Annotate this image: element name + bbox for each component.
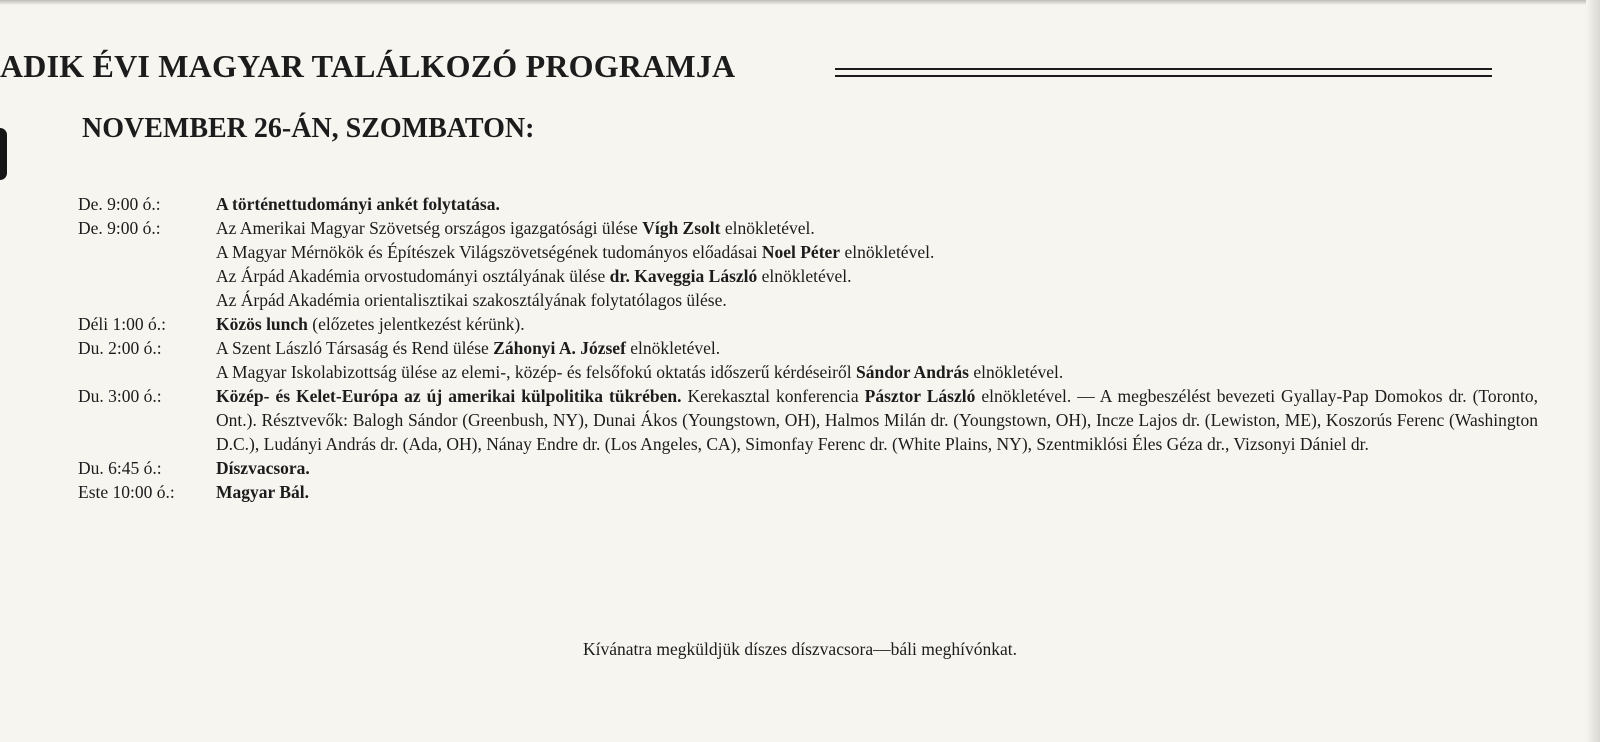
- body-text: Az Árpád Akadémia orientalisztikai szakosztályának folytatólagos ülése.: [216, 290, 727, 310]
- body-text: A Magyar Iskolabizottság ülése az elemi-, közép- és felsőfokú oktatás időszerű kérdéseiről: [216, 362, 856, 382]
- page-right-shadow: [1586, 0, 1600, 742]
- schedule-row: [78, 216, 1538, 312]
- schedule-description: [216, 192, 1538, 216]
- schedule-time: De. 9:00 ó.:: [78, 194, 161, 214]
- schedule-description: [216, 336, 1538, 384]
- body-text: elnökletével. — A megbeszélést bevezeti Gyallay-Pap Domokos dr. (Toronto, Ont.). Résztvevők: Balogh Sándor (Greenbush, NY), Dunai Ákos (Youngstown, OH), Halmos Milán dr. (Youngstown, OH), Incze Lajos dr. (Lewiston, ME), Koszorús Ferenc (Washington D.C.), Ludányi András dr. (Ada, OH), Nánay Endre dr. (Los Angeles, CA), Simonfay Ferenc dr. (White Plains, NY), Szentmiklósi Éles Géza dr., Vizsonyi Dániel dr.: [216, 386, 1538, 454]
- schedule-row: [78, 384, 1538, 456]
- page-top-edge: [0, 0, 1600, 5]
- body-text: elnökletével.: [757, 266, 852, 286]
- schedule-description: [216, 480, 1538, 504]
- description-line: [216, 216, 1538, 240]
- body-text: Az Amerikai Magyar Szövetség országos igazgatósági ülése: [216, 218, 643, 238]
- schedule-time: Déli 1:00 ó.:: [78, 314, 166, 334]
- schedule-list: [78, 192, 1538, 504]
- emphasis-text: Pásztor László: [864, 386, 976, 406]
- emphasis-text: Közös lunch: [216, 314, 308, 334]
- day-heading: NOVEMBER 26-ÁN, SZOMBATON:: [82, 113, 535, 144]
- binding-mark: [0, 128, 7, 180]
- schedule-description: [216, 216, 1538, 312]
- emphasis-text: Közép- és Kelet-Európa az új amerikai külpolitika tükrében.: [216, 386, 682, 406]
- body-text: elnökletével.: [625, 338, 721, 358]
- body-text: Az Árpád Akadémia orvostudományi osztályának ülése: [216, 266, 610, 286]
- emphasis-text: Sándor András: [856, 362, 969, 382]
- schedule-time: Este 10:00 ó.:: [78, 482, 175, 502]
- description-line: [216, 336, 1538, 360]
- description-line: [216, 192, 1538, 216]
- description-line: [216, 312, 1538, 336]
- schedule-row: [78, 456, 1538, 480]
- description-paragraph: [216, 384, 1538, 456]
- schedule-description: [216, 312, 1538, 336]
- description-line: [216, 264, 1538, 288]
- body-text: elnökletével.: [720, 218, 815, 238]
- body-text: Kerekasztal konferencia: [681, 386, 865, 406]
- schedule-time: De. 9:00 ó.:: [78, 218, 161, 238]
- description-line: [216, 240, 1538, 264]
- body-text: elnökletével.: [969, 362, 1064, 382]
- footer-note: Kívánatra megküldjük díszes díszvacsora—báli meghívónkat.: [583, 639, 1017, 659]
- body-text: A Szent László Társaság és Rend ülése: [216, 338, 494, 358]
- schedule-row: [78, 192, 1538, 216]
- body-text: elnökletével.: [840, 242, 935, 262]
- schedule-description: [216, 456, 1538, 480]
- emphasis-text: Noel Péter: [761, 242, 841, 262]
- schedule-time: Du. 3:00 ó.:: [78, 386, 162, 406]
- schedule-time: Du. 6:45 ó.:: [78, 458, 162, 478]
- emphasis-text: dr. Kaveggia László: [609, 266, 758, 286]
- body-text: (előzetes jelentkezést kérünk).: [307, 314, 525, 334]
- title-double-rule: [835, 68, 1492, 77]
- schedule-row: [78, 312, 1538, 336]
- emphasis-text: A történettudományi ankét folytatása.: [216, 194, 500, 214]
- emphasis-text: Vígh Zsolt: [642, 218, 721, 238]
- description-line: [216, 480, 1538, 504]
- emphasis-text: Díszvacsora.: [216, 458, 310, 478]
- schedule-time: Du. 2:00 ó.:: [78, 338, 162, 358]
- schedule-row: [78, 336, 1538, 384]
- emphasis-text: Magyar Bál.: [216, 482, 310, 502]
- emphasis-text: Záhonyi A. József: [493, 338, 626, 358]
- description-line: [216, 288, 1538, 312]
- schedule-row: [78, 480, 1538, 504]
- description-line: [216, 360, 1538, 384]
- body-text: A Magyar Mérnökök és Építészek Világszövetségének tudományos előadásai: [216, 242, 762, 262]
- program-title: ADIK ÉVI MAGYAR TALÁLKOZÓ PROGRAMJA: [0, 48, 736, 84]
- description-line: [216, 456, 1538, 480]
- schedule-description: [216, 384, 1538, 456]
